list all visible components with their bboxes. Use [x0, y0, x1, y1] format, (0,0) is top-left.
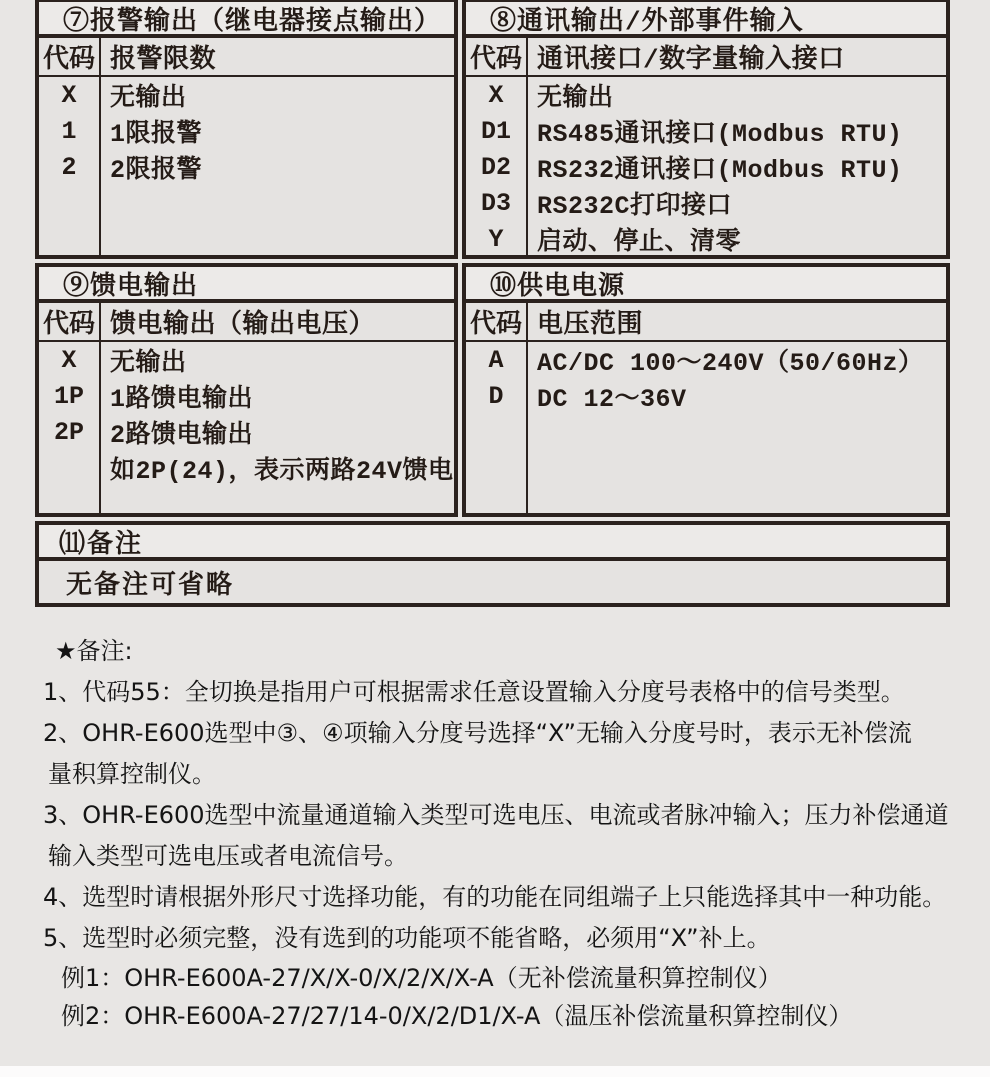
desc-column	[101, 303, 454, 513]
remark-table-title: ⑾备注	[39, 525, 946, 561]
code-cell	[39, 450, 99, 486]
empty-space	[39, 185, 99, 255]
desc-cell: DC 12～36V	[537, 385, 687, 414]
desc-column-header: 电压范围	[528, 303, 946, 342]
supply-power-table-title: ⑩供电电源	[466, 267, 946, 303]
code-column-header: 代码	[39, 38, 99, 77]
footnote-example-line: 例1：OHR-E600A-27/X/X-0/X/2/X/X-A（无补偿流量积算控制仪）	[61, 963, 782, 992]
comm-table-title: ⑧通讯输出/外部事件输入	[466, 2, 946, 38]
code-cell: D	[488, 381, 504, 411]
code-cell: A	[488, 345, 504, 375]
desc-cell: 无输出	[537, 84, 614, 113]
desc-cell: RS232通讯接口(Modbus RTU)	[537, 156, 903, 185]
alarm-table-title: ⑦报警输出（继电器接点输出）	[39, 2, 454, 38]
feed-power-table-title: ⑨馈电输出	[39, 267, 454, 303]
empty-space	[101, 486, 454, 513]
desc-cell: RS485通讯接口(Modbus RTU)	[537, 120, 903, 149]
desc-column	[101, 38, 454, 255]
remark-table	[35, 521, 950, 607]
feed-power-table	[35, 263, 458, 517]
code-column	[466, 303, 528, 513]
desc-cell: RS232C打印接口	[537, 192, 733, 221]
desc-cell: 无输出	[110, 84, 187, 113]
code-column	[39, 38, 101, 255]
remark-content: 无备注可省略	[66, 570, 235, 601]
code-cell: X	[488, 80, 504, 110]
footnote-line: 2、OHR-E600选型中③、④项输入分度号选择“X”无输入分度号时，表示无补偿流	[43, 719, 912, 747]
desc-cell: 如2P(24)，表示两路24V馈电	[110, 457, 454, 486]
alarm-table-body	[39, 38, 454, 255]
desc-cell: AC/DC 100～240V（50/60Hz）	[537, 349, 924, 378]
footnotes-heading: ★备注:	[55, 637, 133, 665]
empty-space	[39, 486, 99, 513]
footnote-line: 输入类型可选电压或者电流信号。	[48, 842, 408, 870]
desc-cell: 启动、停止、清零	[537, 228, 742, 257]
code-column	[466, 38, 528, 255]
comm-table-body	[466, 38, 946, 255]
code-cell: D1	[480, 116, 511, 146]
footnote-line: 1、代码55：全切换是指用户可根据需求任意设置输入分度号表格中的信号类型。	[43, 678, 905, 706]
code-cell: 1	[61, 116, 77, 146]
empty-space	[528, 414, 946, 513]
footnote-line: 3、OHR-E600选型中流量通道输入类型可选电压、电流或者脉冲输入；压力补偿通道	[43, 801, 949, 829]
footnotes	[35, 628, 970, 1032]
code-cell: D3	[480, 188, 511, 218]
code-cell: 2P	[53, 417, 84, 447]
desc-cell: 1限报警	[110, 120, 203, 149]
footnote-line: 5、选型时必须完整，没有选到的功能项不能省略，必须用“X”补上。	[43, 924, 771, 952]
code-cell: Y	[488, 224, 504, 254]
code-cell: X	[61, 345, 77, 375]
code-column	[39, 303, 101, 513]
desc-cell: 2路馈电输出	[110, 421, 254, 450]
desc-column-header: 通讯接口/数字量输入接口	[528, 38, 946, 77]
desc-cell: 1路馈电输出	[110, 385, 254, 414]
empty-space	[101, 185, 454, 255]
feed-power-table-body	[39, 303, 454, 513]
bottom-edge-strip	[0, 1066, 990, 1077]
footnote-line: 量积算控制仪。	[48, 760, 216, 788]
comm-output-table	[462, 0, 950, 259]
desc-column	[528, 38, 946, 255]
code-cell: D2	[480, 152, 511, 182]
footnote-line: 4、选型时请根据外形尺寸选择功能，有的功能在同组端子上只能选择其中一种功能。	[43, 883, 947, 911]
desc-cell: 无输出	[110, 349, 187, 378]
footnote-example-line: 例2：OHR-E600A-27/27/14-0/X/2/D1/X-A（温压补偿流量积算控制仪）	[61, 1001, 853, 1030]
code-cell: X	[61, 80, 77, 110]
code-column-header: 代码	[466, 38, 526, 77]
alarm-output-table	[35, 0, 458, 259]
supply-power-table	[462, 263, 950, 517]
desc-cell: 2限报警	[110, 156, 203, 185]
supply-power-table-body	[466, 303, 946, 513]
code-cell: 1P	[53, 381, 84, 411]
empty-space	[466, 414, 526, 513]
desc-column	[528, 303, 946, 513]
desc-column-header: 馈电输出（输出电压）	[101, 303, 454, 342]
code-column-header: 代码	[39, 303, 99, 342]
code-cell: 2	[61, 152, 77, 182]
code-column-header: 代码	[466, 303, 526, 342]
desc-column-header: 报警限数	[101, 38, 454, 77]
